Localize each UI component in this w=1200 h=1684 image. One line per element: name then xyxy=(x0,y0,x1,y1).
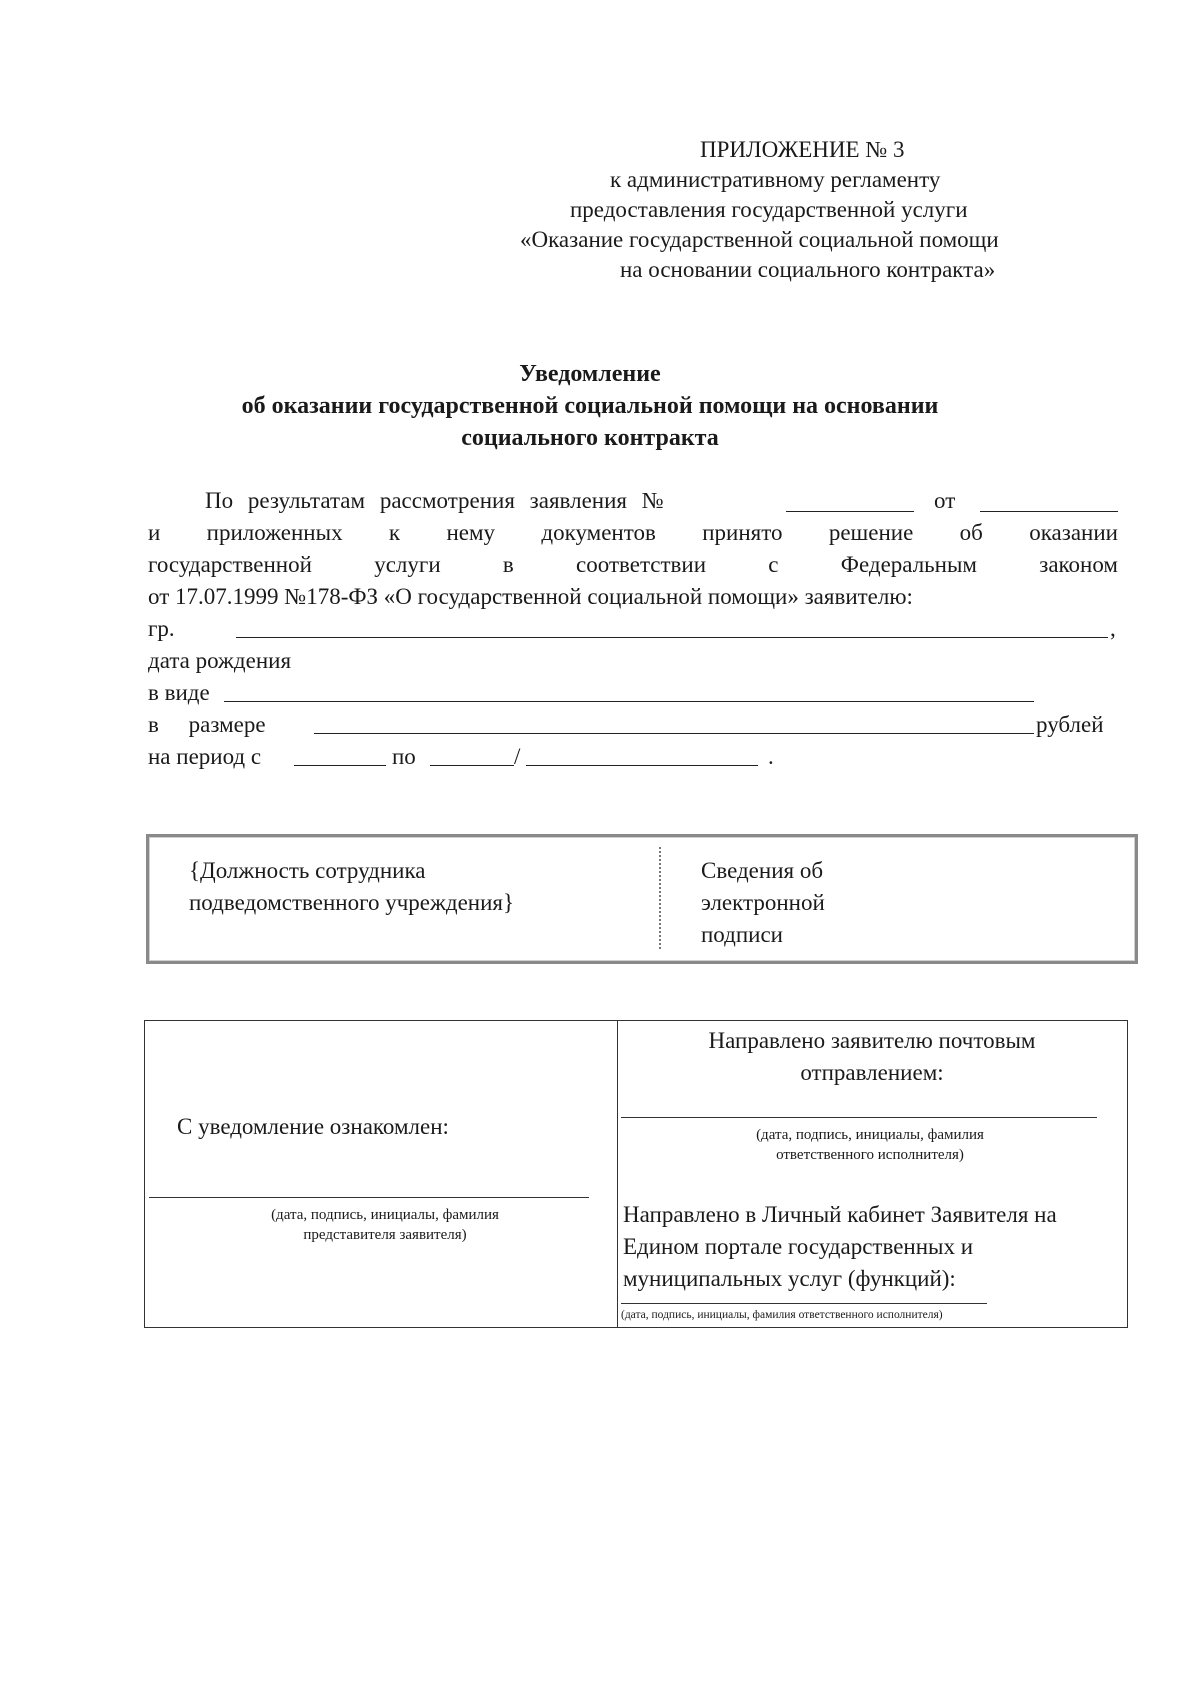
citizen-label: гр. xyxy=(148,616,175,641)
electronic-signature-info xyxy=(701,855,825,951)
representative-caption xyxy=(185,1205,585,1245)
appendix-number: ПРИЛОЖЕНИЕ № 3 xyxy=(700,137,905,162)
mail-caption-line-1: (дата, подпись, инициалы, фамилия xyxy=(756,1127,984,1143)
table-column-divider xyxy=(617,1021,618,1327)
position-line-2: подведомственного учреждения} xyxy=(189,890,515,915)
portal-caption: (дата, подпись, инициалы, фамилия ответственного исполнителя) xyxy=(621,1309,943,1321)
appendix-line-3: «Оказание государственной социальной помощи xyxy=(520,227,999,252)
intro-text: По результатам рассмотрения заявления № xyxy=(205,488,664,513)
amount-label: в размере xyxy=(148,712,266,737)
period-end-dot: . xyxy=(768,744,774,769)
citizen-comma: , xyxy=(1110,616,1116,641)
signature-divider xyxy=(659,847,661,949)
application-date-field[interactable] xyxy=(980,489,1118,512)
application-number-field[interactable] xyxy=(786,489,914,512)
appendix-line-2: предоставления государственной услуги xyxy=(570,197,968,222)
esign-line-1: Сведения об xyxy=(701,858,824,883)
representative-signature-line xyxy=(149,1197,589,1198)
position-line-1: {Должность сотрудника xyxy=(189,858,426,883)
title-line-3: социального контракта xyxy=(461,425,719,451)
appendix-line-4: на основании социального контракта» xyxy=(620,257,996,282)
title-line-1: Уведомление xyxy=(519,361,661,387)
portal-line-1: Направлено в Личный кабинет Заявителя на xyxy=(623,1202,1057,1227)
rep-caption-line-1: (дата, подпись, инициалы, фамилия xyxy=(271,1207,499,1223)
rep-caption-line-2: представителя заявителя) xyxy=(303,1227,467,1243)
portal-line-3: муниципальных услуг (функций): xyxy=(623,1266,956,1291)
portal-line-2: Едином портале государственных и xyxy=(623,1234,974,1259)
period-extra-field[interactable] xyxy=(526,743,758,766)
from-text: от xyxy=(934,488,956,513)
assistance-form-field[interactable] xyxy=(224,679,1034,702)
amount-currency: рублей xyxy=(1036,712,1104,737)
employee-position xyxy=(189,855,514,919)
signature-block xyxy=(146,834,1138,964)
mail-line-1: Направлено заявителю почтовым xyxy=(708,1028,1036,1053)
sent-to-portal xyxy=(623,1199,1057,1295)
citizen-name-field[interactable] xyxy=(236,615,1108,638)
appendix-line-1: к административному регламенту xyxy=(610,167,941,192)
notification-body xyxy=(148,485,1118,773)
period-start-field[interactable] xyxy=(294,743,386,766)
portal-signature-line xyxy=(621,1303,987,1304)
title-line-2: об оказании государственной социальной помощи на основании xyxy=(241,393,939,419)
amount-field[interactable] xyxy=(314,711,1034,734)
body-line-3: государственной услуги в соответствии с Федеральным законом xyxy=(148,552,1118,577)
mail-line-2: отправлением: xyxy=(800,1060,944,1085)
birth-date-label: дата рождения xyxy=(148,648,292,673)
body-line-2: и приложенных к нему документов принято решение об оказании xyxy=(148,520,1118,545)
body-line-1 xyxy=(148,485,1118,517)
acknowledged-label: С уведомление ознакомлен: xyxy=(177,1114,449,1139)
document-title xyxy=(140,358,1040,454)
citizen-line xyxy=(148,613,1118,645)
period-end-field[interactable] xyxy=(430,743,514,766)
delivery-table xyxy=(144,1020,1128,1328)
form-label: в виде xyxy=(148,680,210,705)
sent-by-mail xyxy=(619,1025,1125,1089)
mail-caption xyxy=(635,1125,1105,1165)
form-line xyxy=(148,677,1118,709)
period-label: на период с xyxy=(148,744,262,769)
mail-caption-line-2: ответственного исполнителя) xyxy=(776,1147,964,1163)
period-slash: / xyxy=(514,744,521,769)
body-line-4: от 17.07.1999 №178-ФЗ «О государственной социальной помощи» заявителю: xyxy=(148,584,913,609)
period-to-label: по xyxy=(392,744,416,769)
mail-signature-line xyxy=(621,1117,1097,1118)
esign-line-3: подписи xyxy=(701,922,783,947)
period-line xyxy=(148,741,1118,773)
amount-line xyxy=(148,709,1118,741)
esign-line-2: электронной xyxy=(701,890,825,915)
